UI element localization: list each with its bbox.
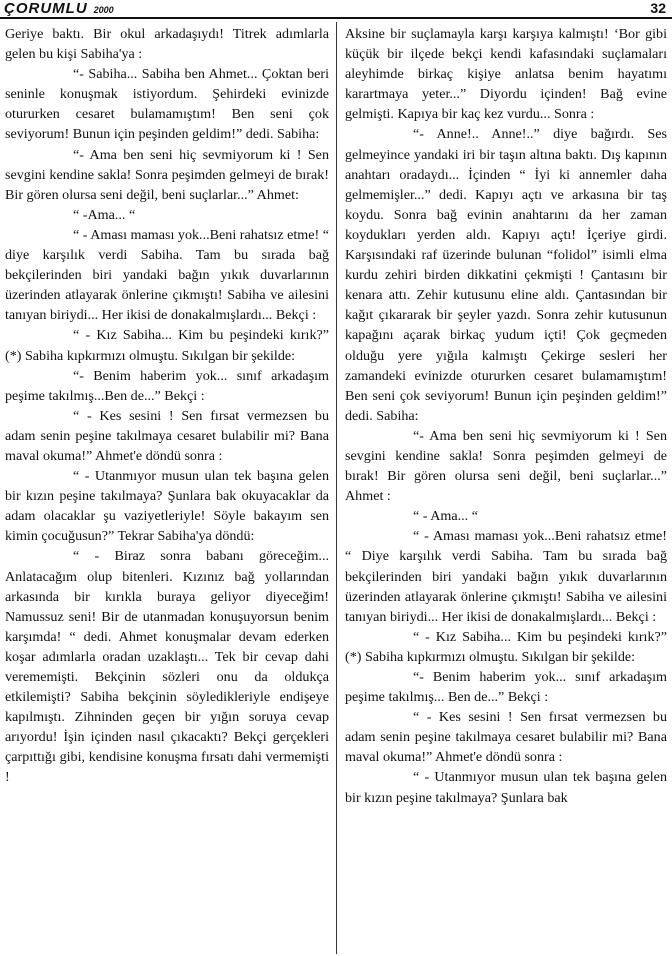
paragraph: “- Ama ben seni hiç sevmiyorum ki ! Sen sevgini kendine sakla! Sonra peşimden gelmeyi de bırak! Bir gören olursa seni değil, beni suçlarlar...” Ahmet: — [5, 146, 329, 203]
paragraph: “ - Kes sesini ! Sen fırsat vermezsen bu adam senin peşine takılmaya cesaret bulabilir mi? Bana maval okuma!” Ahmet'e döndü sonra : — [5, 407, 329, 464]
paragraph: Aksine bir suçlamayla karşı karşıya kalmıştı! ‘Bor gibi küçük bir ilçede bekçi kendi kafasındaki suçlamaları aleyhimde birkaç kişiye anlatsa benim hayatımı karartmaya yeter...” Diyordu içinden! Bağ evine gelmişti. Kapıya bir kaç kez vurdu... Sonra : — [345, 26, 667, 123]
paragraph: “ - Ama... “ — [413, 508, 478, 525]
paragraph: Geriye baktı. Bir okul arkadaşıydı! Titrek adımlarla gelen bu kişi Sabiha'ya : — [5, 26, 329, 63]
page-number: 32 — [650, 0, 666, 16]
header-rule — [0, 17, 672, 19]
magazine-logo — [4, 0, 114, 17]
paragraph: “ - Biraz sonra babanı göreceğim... Anlatacağım olup bitenleri. Kızınız bağ yollarından arkasında bir kırıkla buraya geliyor diyeceğim! Namussuz seni! Bir de utanmadan konuşuyorsun benim karşımda! “ dedi. Ahmet konuşmalar devam ederken koşar adımlarla oradan uzaklaştı... Tek bir cevap dahi verememişti. Bekçinin sözleri onu da oldukça etkilemişti? Sabiha bekçinin söyledikleriyle endişeye kapılmıştı. Zihninden geçen bir yığın soruya cevap arıyordu! İşin içinden nasıl çıkacaktı? Bekçi gerçekleri çarpıttığı gibi, kendisine konuşma fırsatı dahi vermemişti ! — [5, 548, 329, 786]
page-header — [0, 0, 672, 22]
magazine-name: ÇORUMLU — [4, 0, 88, 17]
paragraph: “ - Utanmıyor musun ulan tek başına gelen bir kızın peşine takılmaya? Şunlara bak okuyacaklar da adam olacaklar şu vaziyetleriyle! Söyle bakayım sen kimin çocuğusun?” Tekrar Sabiha'ya döndü: — [5, 468, 329, 545]
paragraph: “ -Ama... “ — [73, 206, 136, 223]
paragraph: “ - Aması maması yok...Beni rahatsız etme! “ Diye karşılık verdi Sabiha. Tam bu sırada bağ bekçilerinden biri yandaki bağın yıkık duvarlarının üzerinden atlayarak önlerine çıkmıştı! Sabiha ve ailesini tanıyan biriydi... Her ikisi de donakalmışlardı... Bekçi : — [345, 528, 667, 625]
paragraph: “ - Kız Sabiha... Kim bu peşindeki kırık?” (*) Sabiha kıpkırmızı olmuştu. Sıkılgan bir şekilde: — [5, 327, 329, 364]
column-divider — [336, 22, 337, 954]
paragraph: “ - Kes sesini ! Sen fırsat vermezsen bu adam senin peşine takılmaya cesaret bulabilir mi? Bana maval okuma!” Ahmet'e döndü sonra : — [345, 709, 667, 766]
paragraph: “- Benim haberim yok... sınıf arkadaşım peşime takılmış...Ben de...” Bekçi : — [5, 367, 329, 404]
paragraph: “ - Kız Sabiha... Kim bu peşindeki kırık?” (*) Sabiha kıpkırmızı olmuştu. Sıkılgan bir şekilde: — [345, 628, 667, 665]
paragraph: “ - Aması maması yok...Beni rahatsız etme! “ diye karşılık verdi Sabiha. Tam bu sırada bağ bekçilerinden biri yandaki bağın yıkık duvarlarının üzerinden atlayarak önlerine çıkmıştı! Sabiha ve ailesini tanıyan biriydi... Her ikisi de donakalmışlardı... Bekçi : — [5, 226, 329, 324]
paragraph: “- Sabiha... Sabiha ben Ahmet... Çoktan beri seninle konuşmak istiyordum. Şehirdeki evinizde otururken cesaret bulamamıştım! Ben seni çok seviyorum! Bunun için peşinden geldim!” dedi. Sabiha: — [5, 66, 329, 143]
paragraph: “- Benim haberim yok... sınıf arkadaşım peşime takılmış... Ben de...” Bekçi : — [345, 669, 667, 706]
left-column — [5, 24, 329, 954]
paragraph: “- Ama ben seni hiç sevmiyorum ki ! Sen sevgini kendine sakla! Sonra peşimden gelmeyi de bırak! Bir gören olursa seni değil, beni suçlarlar...” Ahmet : — [345, 427, 667, 505]
paragraph: “ - Utanmıyor musun ulan tek başına gelen bir kızın peşine takılmaya? Şunlara bak — [345, 769, 667, 806]
magazine-year: 2000 — [93, 5, 114, 15]
right-column — [345, 24, 667, 954]
paragraph: “- Anne!.. Anne!..” diye bağırdı. Ses gelmeyince yandaki iri bir taşın altına baktı. Dış kapının anahtarı oradaydı... İçinden “ İyi ki annemler daha gelmemişler...” dedi. Kapıyı açtı ve arkasına bir taş koydu. Sonra bağ evinin anahtarını da her zaman koydukları yerden aldı. Kapıyı açtı! İçeriye girdi. Karşısındaki raf üzerinde bulunan “folidol” isimli elma kurdu zehiri birden dikkatini çekmişti ! Çantasını bir kenara attı. Zehir kutusunu eline aldı. Çantasından bir kağıt çıkararak bir şeyler yazdı. Sonra zehir kutusunun kapağını açarak birkaç yudum içti! Çok geçmeden olduğu yere yığıla kalmıştı Çekirge sesleri her zamandeki evinizde otururken cesaret bulamamıştım! Ben seni çok seviyorum! Bunun için peşinden geldim!” dedi. Sabiha: — [345, 126, 667, 424]
